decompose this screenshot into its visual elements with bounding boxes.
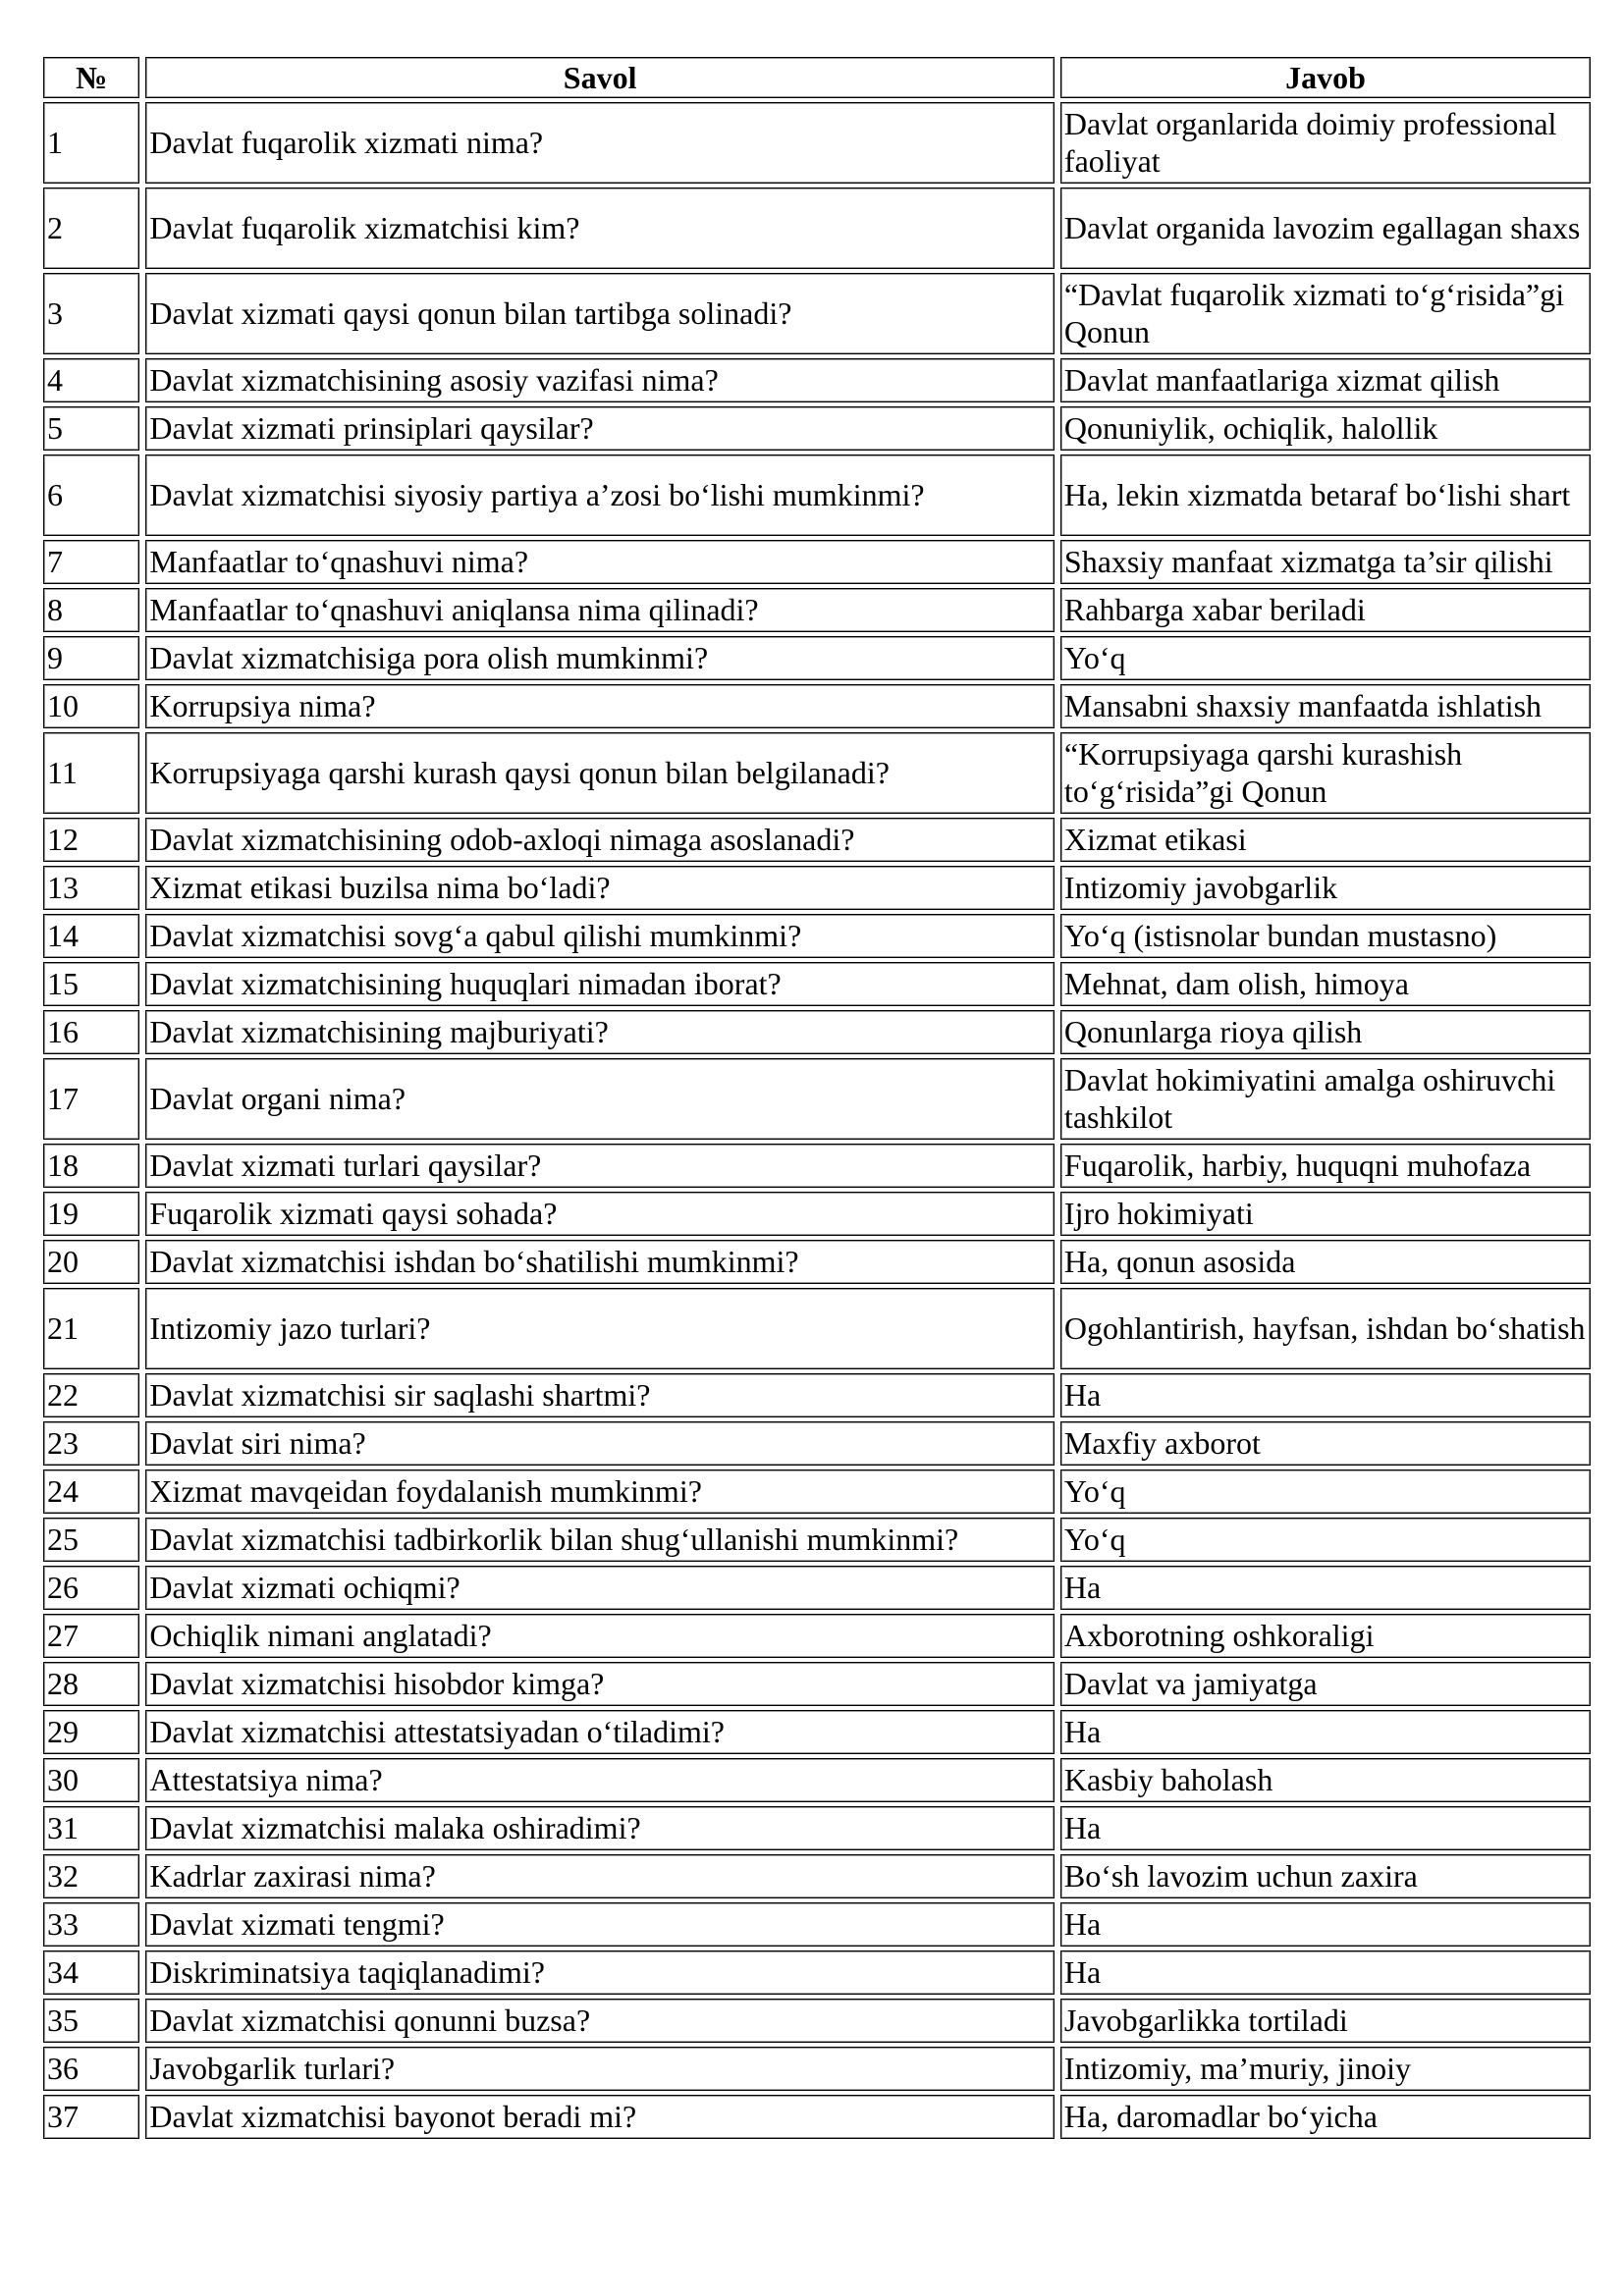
- table-row: [43, 273, 1591, 354]
- row-number-cell: 18: [43, 1144, 139, 1188]
- row-number-cell: 19: [43, 1192, 139, 1236]
- question-cell: Korrupsiyaga qarshi kurash qaysi qonun bilan belgilanadi?: [145, 732, 1055, 814]
- question-cell: Manfaatlar to‘qnashuvi nima?: [145, 540, 1055, 584]
- qa-table: [37, 53, 1597, 2143]
- answer-cell: Intizomiy javobgarlik: [1060, 866, 1591, 910]
- table-row: [43, 1758, 1591, 1802]
- row-number-cell: 35: [43, 1999, 139, 2043]
- table-row: [43, 1010, 1591, 1054]
- header-number: №: [43, 57, 139, 98]
- table-row: [43, 1240, 1591, 1284]
- question-cell: Attestatsiya nima?: [145, 1758, 1055, 1802]
- table-row: [43, 1469, 1591, 1514]
- row-number-cell: 16: [43, 1010, 139, 1054]
- table-row: [43, 1288, 1591, 1369]
- table-row: [43, 1058, 1591, 1140]
- row-number-cell: 1: [43, 102, 139, 184]
- question-cell: Davlat xizmati turlari qaysilar?: [145, 1144, 1055, 1188]
- table-row: [43, 588, 1591, 632]
- row-number-cell: 34: [43, 1950, 139, 1995]
- question-cell: Davlat xizmati tengmi?: [145, 1902, 1055, 1947]
- answer-cell: Ha: [1060, 1950, 1591, 1995]
- row-number-cell: 36: [43, 2047, 139, 2091]
- table-row: [43, 2095, 1591, 2139]
- question-cell: Javobgarlik turlari?: [145, 2047, 1055, 2091]
- answer-cell: Ha: [1060, 1710, 1591, 1754]
- row-number-cell: 26: [43, 1566, 139, 1610]
- question-cell: Davlat xizmatchisi sir saqlashi shartmi?: [145, 1373, 1055, 1417]
- table-row: [43, 358, 1591, 402]
- question-cell: Davlat fuqarolik xizmatchisi kim?: [145, 187, 1055, 269]
- answer-cell: Javobgarlikka tortiladi: [1060, 1999, 1591, 2043]
- table-row: [43, 187, 1591, 269]
- answer-cell: Ha: [1060, 1566, 1591, 1610]
- table-row: [43, 866, 1591, 910]
- question-cell: Davlat xizmati prinsiplari qaysilar?: [145, 406, 1055, 451]
- answer-cell: Davlat organlarida doimiy professional faoliyat: [1060, 102, 1591, 184]
- answer-cell: Qonunlarga rioya qilish: [1060, 1010, 1591, 1054]
- answer-cell: Yo‘q: [1060, 1469, 1591, 1514]
- row-number-cell: 6: [43, 454, 139, 536]
- answer-cell: Fuqarolik, harbiy, huquqni muhofaza: [1060, 1144, 1591, 1188]
- table-row: [43, 962, 1591, 1006]
- table-row: [43, 1854, 1591, 1898]
- answer-cell: Intizomiy, ma’muriy, jinoiy: [1060, 2047, 1591, 2091]
- question-cell: Korrupsiya nima?: [145, 684, 1055, 728]
- table-row: [43, 2047, 1591, 2091]
- question-cell: Davlat xizmatchisi ishdan bo‘shatilishi mumkinmi?: [145, 1240, 1055, 1284]
- answer-cell: Ha: [1060, 1373, 1591, 1417]
- table-row: [43, 1614, 1591, 1658]
- question-cell: Xizmat etikasi buzilsa nima bo‘ladi?: [145, 866, 1055, 910]
- table-row: [43, 732, 1591, 814]
- row-number-cell: 33: [43, 1902, 139, 1947]
- question-cell: Davlat xizmatchisi attestatsiyadan o‘tiladimi?: [145, 1710, 1055, 1754]
- question-cell: Davlat siri nima?: [145, 1421, 1055, 1466]
- question-cell: Davlat xizmatchisi sovg‘a qabul qilishi mumkinmi?: [145, 914, 1055, 958]
- question-cell: Davlat xizmati qaysi qonun bilan tartibga solinadi?: [145, 273, 1055, 354]
- answer-cell: Maxfiy axborot: [1060, 1421, 1591, 1466]
- question-cell: Davlat fuqarolik xizmati nima?: [145, 102, 1055, 184]
- table-row: [43, 406, 1591, 451]
- question-cell: Davlat xizmatchisi siyosiy partiya a’zosi bo‘lishi mumkinmi?: [145, 454, 1055, 536]
- answer-cell: Mansabni shaxsiy manfaatda ishlatish: [1060, 684, 1591, 728]
- question-cell: Diskriminatsiya taqiqlanadimi?: [145, 1950, 1055, 1995]
- table-row: [43, 818, 1591, 862]
- answer-cell: Davlat hokimiyatini amalga oshiruvchi tashkilot: [1060, 1058, 1591, 1140]
- header-row: [43, 57, 1591, 98]
- question-cell: Davlat organi nima?: [145, 1058, 1055, 1140]
- row-number-cell: 25: [43, 1518, 139, 1562]
- table-row: [43, 1710, 1591, 1754]
- row-number-cell: 23: [43, 1421, 139, 1466]
- table-row: [43, 1192, 1591, 1236]
- answer-cell: “Korrupsiyaga qarshi kurashish to‘g‘risida”gi Qonun: [1060, 732, 1591, 814]
- answer-cell: Ha, lekin xizmatda betaraf bo‘lishi shart: [1060, 454, 1591, 536]
- row-number-cell: 9: [43, 636, 139, 680]
- row-number-cell: 21: [43, 1288, 139, 1369]
- row-number-cell: 3: [43, 273, 139, 354]
- table-row: [43, 636, 1591, 680]
- table-row: [43, 1518, 1591, 1562]
- table-row: [43, 1566, 1591, 1610]
- question-cell: Manfaatlar to‘qnashuvi aniqlansa nima qilinadi?: [145, 588, 1055, 632]
- question-cell: Ochiqlik nimani anglatadi?: [145, 1614, 1055, 1658]
- answer-cell: Ijro hokimiyati: [1060, 1192, 1591, 1236]
- answer-cell: Ha, daromadlar bo‘yicha: [1060, 2095, 1591, 2139]
- table-row: [43, 1806, 1591, 1850]
- question-cell: Davlat xizmatchisi malaka oshiradimi?: [145, 1806, 1055, 1850]
- table-row: [43, 1999, 1591, 2043]
- answer-cell: Axborotning oshkoraligi: [1060, 1614, 1591, 1658]
- answer-cell: Ogohlantirish, hayfsan, ishdan bo‘shatish: [1060, 1288, 1591, 1369]
- answer-cell: Yo‘q: [1060, 636, 1591, 680]
- answer-cell: Bo‘sh lavozim uchun zaxira: [1060, 1854, 1591, 1898]
- row-number-cell: 22: [43, 1373, 139, 1417]
- answer-cell: Mehnat, dam olish, himoya: [1060, 962, 1591, 1006]
- row-number-cell: 4: [43, 358, 139, 402]
- table-row: [43, 102, 1591, 184]
- row-number-cell: 20: [43, 1240, 139, 1284]
- answer-cell: “Davlat fuqarolik xizmati to‘g‘risida”gi Qonun: [1060, 273, 1591, 354]
- question-cell: Intizomiy jazo turlari?: [145, 1288, 1055, 1369]
- question-cell: Davlat xizmatchisi tadbirkorlik bilan shug‘ullanishi mumkinmi?: [145, 1518, 1055, 1562]
- answer-cell: Kasbiy baholash: [1060, 1758, 1591, 1802]
- row-number-cell: 31: [43, 1806, 139, 1850]
- answer-cell: Yo‘q (istisnolar bundan mustasno): [1060, 914, 1591, 958]
- row-number-cell: 14: [43, 914, 139, 958]
- answer-cell: Qonuniylik, ochiqlik, halollik: [1060, 406, 1591, 451]
- table-row: [43, 540, 1591, 584]
- row-number-cell: 24: [43, 1469, 139, 1514]
- answer-cell: Xizmat etikasi: [1060, 818, 1591, 862]
- answer-cell: Davlat va jamiyatga: [1060, 1662, 1591, 1706]
- question-cell: Davlat xizmatchisining majburiyati?: [145, 1010, 1055, 1054]
- question-cell: Davlat xizmatchisi qonunni buzsa?: [145, 1999, 1055, 2043]
- question-cell: Davlat xizmatchisi bayonot beradi mi?: [145, 2095, 1055, 2139]
- table-row: [43, 1144, 1591, 1188]
- row-number-cell: 13: [43, 866, 139, 910]
- table-row: [43, 1421, 1591, 1466]
- table-row: [43, 914, 1591, 958]
- row-number-cell: 2: [43, 187, 139, 269]
- answer-cell: Ha, qonun asosida: [1060, 1240, 1591, 1284]
- question-cell: Davlat xizmati ochiqmi?: [145, 1566, 1055, 1610]
- row-number-cell: 10: [43, 684, 139, 728]
- question-cell: Fuqarolik xizmati qaysi sohada?: [145, 1192, 1055, 1236]
- header-answer: Javob: [1060, 57, 1591, 98]
- row-number-cell: 12: [43, 818, 139, 862]
- row-number-cell: 30: [43, 1758, 139, 1802]
- table-row: [43, 1902, 1591, 1947]
- answer-cell: Shaxsiy manfaat xizmatga ta’sir qilishi: [1060, 540, 1591, 584]
- row-number-cell: 11: [43, 732, 139, 814]
- table-row: [43, 1950, 1591, 1995]
- row-number-cell: 29: [43, 1710, 139, 1754]
- answer-cell: Rahbarga xabar beriladi: [1060, 588, 1591, 632]
- document-page: [43, 57, 1591, 2143]
- answer-cell: Davlat organida lavozim egallagan shaxs: [1060, 187, 1591, 269]
- answer-cell: Ha: [1060, 1902, 1591, 1947]
- table-row: [43, 454, 1591, 536]
- answer-cell: Davlat manfaatlariga xizmat qilish: [1060, 358, 1591, 402]
- question-cell: Kadrlar zaxirasi nima?: [145, 1854, 1055, 1898]
- question-cell: Davlat xizmatchisi hisobdor kimga?: [145, 1662, 1055, 1706]
- row-number-cell: 37: [43, 2095, 139, 2139]
- row-number-cell: 7: [43, 540, 139, 584]
- question-cell: Davlat xizmatchisining odob-axloqi nimaga asoslanadi?: [145, 818, 1055, 862]
- answer-cell: Ha: [1060, 1806, 1591, 1850]
- row-number-cell: 32: [43, 1854, 139, 1898]
- question-cell: Xizmat mavqeidan foydalanish mumkinmi?: [145, 1469, 1055, 1514]
- table-row: [43, 1662, 1591, 1706]
- row-number-cell: 8: [43, 588, 139, 632]
- row-number-cell: 15: [43, 962, 139, 1006]
- row-number-cell: 27: [43, 1614, 139, 1658]
- question-cell: Davlat xizmatchisining asosiy vazifasi nima?: [145, 358, 1055, 402]
- table-body: [43, 102, 1591, 2139]
- question-cell: Davlat xizmatchisiga pora olish mumkinmi?: [145, 636, 1055, 680]
- row-number-cell: 5: [43, 406, 139, 451]
- table-header: [43, 57, 1591, 98]
- header-question: Savol: [145, 57, 1055, 98]
- row-number-cell: 17: [43, 1058, 139, 1140]
- answer-cell: Yo‘q: [1060, 1518, 1591, 1562]
- table-row: [43, 1373, 1591, 1417]
- row-number-cell: 28: [43, 1662, 139, 1706]
- table-row: [43, 684, 1591, 728]
- question-cell: Davlat xizmatchisining huquqlari nimadan iborat?: [145, 962, 1055, 1006]
